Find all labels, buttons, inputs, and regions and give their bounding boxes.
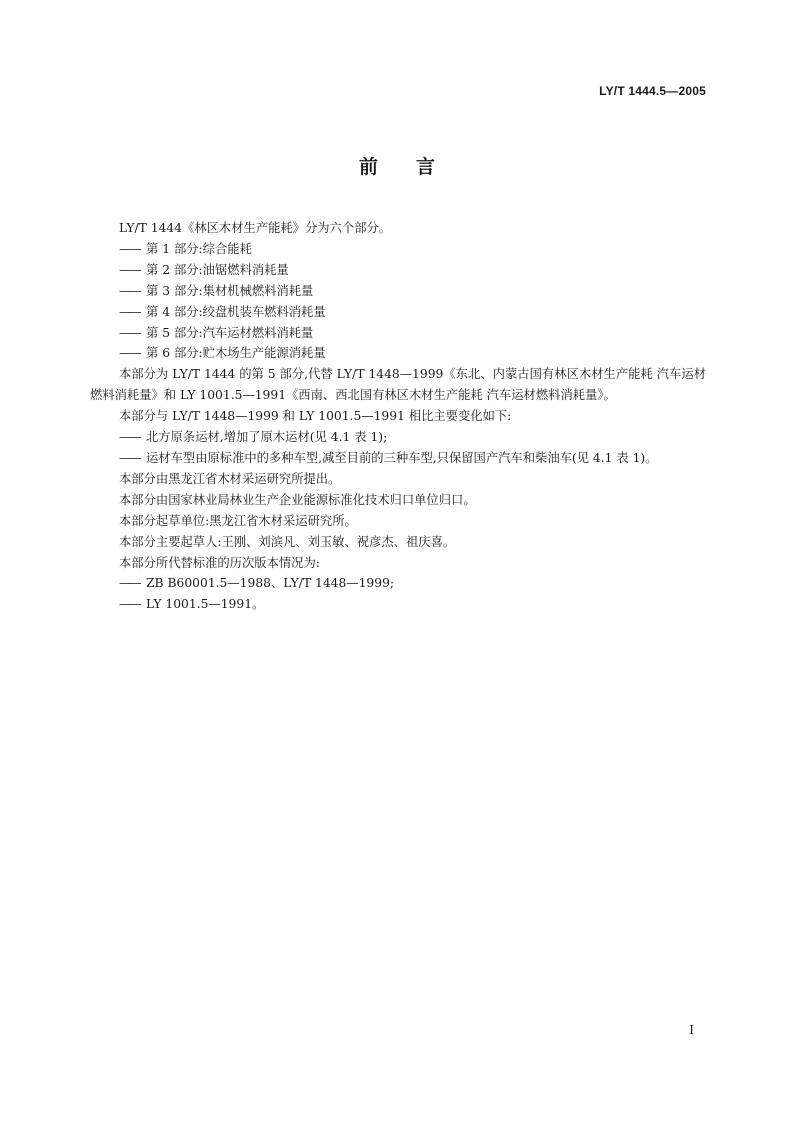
- managed-by-paragraph: 本部分由国家林业局林业生产企业能源标准化技术归口单位归口。: [119, 492, 476, 507]
- dash-mark: ——: [119, 430, 140, 445]
- list-item-text: 运材车型由原标准中的多种车型,减至目前的三种车型,只保留国产汽车和柴油车(见 4.1 表 1)。: [146, 450, 658, 465]
- standard-code: LY/T 1444.5—2005: [599, 84, 706, 98]
- page-title: 前言: [358, 156, 473, 178]
- list-item: [90, 448, 706, 469]
- dash-mark: ——: [119, 576, 140, 591]
- list-item: [90, 281, 706, 302]
- drafting-unit-paragraph: 本部分起草单位:黑龙江省木材采运研究所。: [119, 513, 357, 528]
- drafters-paragraph: 本部分主要起草人:王刚、刘滨凡、刘玉敏、祝彦杰、祖庆喜。: [119, 534, 456, 549]
- history-intro-paragraph: 本部分所代替标准的历次版本情况为:: [119, 555, 320, 570]
- list-item: [90, 302, 706, 323]
- proposed-by-paragraph: 本部分由黑龙江省木材采运研究所提出。: [119, 471, 341, 486]
- list-item-text: 第 2 部分:油锯燃料消耗量: [146, 262, 289, 277]
- list-item: [90, 239, 706, 260]
- list-item-text: 第 1 部分:综合能耗: [146, 241, 252, 256]
- dash-mark: ——: [119, 597, 140, 612]
- dash-mark: ——: [119, 262, 140, 277]
- list-item-text: 第 4 部分:绞盘机装车燃料消耗量: [146, 304, 326, 319]
- dash-mark: ——: [119, 325, 140, 340]
- list-item-text: 第 6 部分:贮木场生产能源消耗量: [146, 346, 326, 361]
- page-number: I: [689, 1023, 694, 1037]
- document-body: [90, 218, 706, 615]
- list-item: [90, 343, 706, 364]
- replacement-paragraph: 本部分为 LY/T 1444 的第 5 部分,代替 LY/T 1448—1999《东北、内蒙古国有林区木材生产能耗 汽车运材燃料消耗量》和 LY 1001.5—1991《西南、西北国有林区木材生产能耗 汽车运材燃料消耗量》。: [90, 367, 706, 403]
- dash-mark: ——: [119, 241, 140, 256]
- dash-mark: ——: [119, 450, 140, 465]
- intro-paragraph: LY/T 1444《林区木材生产能耗》分为六个部分。: [119, 221, 392, 235]
- list-item: [90, 573, 706, 594]
- list-item-text: 第 3 部分:集材机械燃料消耗量: [146, 283, 314, 298]
- list-item-text: 北方原条运材,增加了原木运材(见 4.1 表 1);: [146, 430, 388, 445]
- list-item-text: ZB B60001.5—1988、LY/T 1448—1999;: [146, 576, 395, 591]
- list-item-text: 第 5 部分:汽车运材燃料消耗量: [146, 325, 314, 340]
- changes-intro-paragraph: 本部分与 LY/T 1448—1999 和 LY 1001.5—1991 相比主要变化如下:: [119, 409, 512, 424]
- list-item: [90, 427, 706, 448]
- dash-mark: ——: [119, 304, 140, 319]
- list-item: [90, 594, 706, 615]
- list-item: [90, 260, 706, 281]
- list-item-text: LY 1001.5—1991。: [146, 597, 265, 612]
- dash-mark: ——: [119, 346, 140, 361]
- list-item: [90, 323, 706, 344]
- dash-mark: ——: [119, 283, 140, 298]
